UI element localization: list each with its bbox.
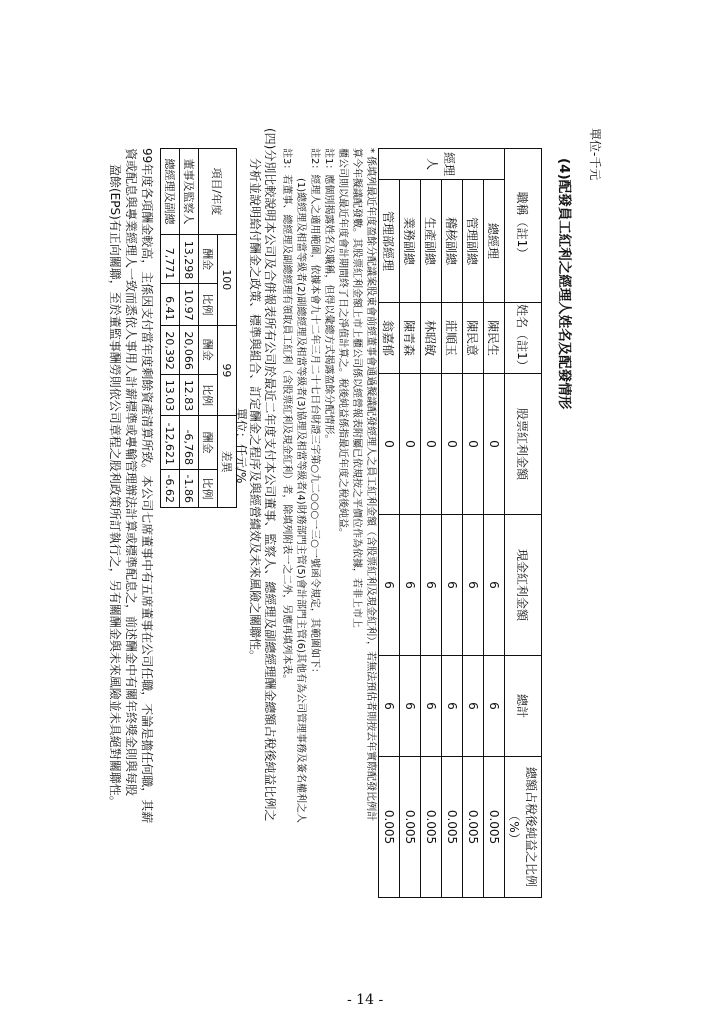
note-line: 櫃公司則以最近年度會計期間終了日之淨值計算之。稅後純益係指最近年度之稅後純益。 bbox=[337, 148, 348, 538]
row-total: 6 bbox=[421, 656, 442, 757]
row-cash: 6 bbox=[484, 515, 505, 656]
row-stock: 0 bbox=[421, 374, 442, 515]
row-cash: 6 bbox=[421, 515, 442, 656]
row-cash: 6 bbox=[400, 515, 421, 656]
table-row bbox=[161, 149, 180, 508]
row-name: 陳青森 bbox=[400, 303, 421, 374]
row-ratio: 0.005 bbox=[463, 757, 484, 898]
row-title: 稽核副總 bbox=[442, 180, 463, 303]
row-ratio: 0.005 bbox=[400, 757, 421, 898]
row-stock: 0 bbox=[400, 374, 421, 515]
header-ratio: 比例 bbox=[199, 374, 218, 415]
row-r100: 6.41 bbox=[161, 284, 180, 325]
header-name: 姓名（註1） bbox=[505, 303, 542, 374]
row-ad: -6,768 bbox=[180, 416, 199, 470]
paragraph-line: 盈餘(EPS)有正向關聯，至於董監事酬勞則依公司章程之股利政策所訂執行之，另有關酬金與未來風險並未具絕對關聯性。 bbox=[108, 164, 122, 808]
group-label: 經理人 bbox=[379, 149, 505, 180]
row-cash: 6 bbox=[379, 515, 400, 656]
row-cash: 6 bbox=[442, 515, 463, 656]
row-a100: 7,771 bbox=[161, 235, 180, 284]
page-number: - 14 - bbox=[347, 992, 384, 1008]
section4-unit: 單位-千元 bbox=[588, 128, 602, 181]
row-total: 6 bbox=[484, 656, 505, 757]
header-cash: 現金紅利金額 bbox=[505, 515, 542, 656]
row-ratio: 0.005 bbox=[421, 757, 442, 898]
row-total: 6 bbox=[442, 656, 463, 757]
header-ratio: 比例 bbox=[199, 470, 218, 508]
header-ratio: 比例 bbox=[199, 284, 218, 325]
section4b-title-line: (四)分別比較說明本公司及合併報表所有公司於最近二年度支付本公司董事、監察人、總經理及副總經理酬金總額占稅後純益比例之 bbox=[263, 128, 277, 822]
row-stock: 0 bbox=[484, 374, 505, 515]
header-amount: 酬金 bbox=[199, 325, 218, 374]
row-name: 陳民生 bbox=[484, 303, 505, 374]
row-stock: 0 bbox=[463, 374, 484, 515]
row-total: 6 bbox=[400, 656, 421, 757]
rotated-content bbox=[92, 128, 612, 968]
bonus-table bbox=[378, 148, 542, 898]
table-row bbox=[421, 149, 442, 898]
section4-title: (4)配發員工紅利之經理人姓名及配發情形 bbox=[556, 158, 572, 410]
row-a100: 13,298 bbox=[180, 235, 199, 284]
note-line: 算今年擬議配發數。其股票紅利金額上市上櫃公司係以經營報表附屬已依規按之平價位作為依據，若非上市上 bbox=[351, 148, 362, 628]
row-a99: 20,392 bbox=[161, 325, 180, 374]
header-amount: 酬金 bbox=[199, 235, 218, 284]
row-title: 生產副總 bbox=[421, 180, 442, 303]
row-total: 6 bbox=[379, 656, 400, 757]
row-r99: 13.03 bbox=[161, 374, 180, 415]
row-item: 董事及監察人 bbox=[180, 149, 199, 235]
header-item: 項目/年度 bbox=[199, 149, 237, 235]
comp-table bbox=[160, 148, 237, 508]
row-a99: 20,066 bbox=[180, 325, 199, 374]
row-title: 業務副總 bbox=[400, 180, 421, 303]
table-row bbox=[400, 149, 421, 898]
table-row bbox=[463, 149, 484, 898]
row-title: 管理副總 bbox=[463, 180, 484, 303]
row-item: 總經理及副總 bbox=[161, 149, 180, 235]
table-row bbox=[379, 149, 400, 898]
header-diff: 差異 bbox=[218, 416, 237, 508]
header-title: 職稱（註1） bbox=[505, 149, 542, 303]
note-line: * 係填列最近年度盈餘分配議案股東會前經董事會通過擬議配發經理人之員工紅利金額（含股票紅利及現金紅利），若無法預估者則按去年實際配發比例計 bbox=[365, 148, 376, 822]
table-row bbox=[180, 149, 199, 508]
header-y100: 100 bbox=[218, 235, 237, 326]
row-ratio: 0.005 bbox=[379, 757, 400, 898]
row-r99: 12.83 bbox=[180, 374, 199, 415]
header-total: 總計 bbox=[505, 656, 542, 757]
header-amount: 酬金 bbox=[199, 416, 218, 470]
row-title: 管理部經理 bbox=[379, 180, 400, 303]
row-rd: -1.86 bbox=[180, 470, 199, 508]
row-ratio: 0.005 bbox=[442, 757, 463, 898]
header-ratio: 總額占稅後純益之比例（%） bbox=[505, 757, 542, 898]
row-ad: -12,621 bbox=[161, 416, 180, 470]
row-stock: 0 bbox=[379, 374, 400, 515]
paragraph-line: 99年度各項酬金較高，主係因支付當年度剩餘資產清算所致。本公司七席董事中有五席董事在公司任職，不論是擔任何職，其薪 bbox=[140, 148, 154, 824]
section4b-title-line: 分析並說明給付酬金之政策、標準與組合、訂定酬金之程序及與經營績效及未來風險之關聯性。 bbox=[248, 158, 262, 663]
row-name: 莊順玉 bbox=[442, 303, 463, 374]
note-line: (1)總經理及相當等級者(2)副總經理及相當等級者(3)協理及相當等級者(4)財務部門主管(5)會計部門主管(6)其他有為公司管理事務及簽名權利之人 bbox=[295, 178, 306, 823]
row-rd: -6.62 bbox=[161, 470, 180, 508]
header-y99: 99 bbox=[218, 325, 237, 416]
row-title: 總經理 bbox=[484, 180, 505, 303]
table-row bbox=[484, 149, 505, 898]
header-stock: 股票紅利金額 bbox=[505, 374, 542, 515]
row-cash: 6 bbox=[463, 515, 484, 656]
note-line: 註1：應個別揭露姓名及職稱，但得以彙總方式揭露盈餘分配情形。 bbox=[323, 148, 334, 445]
row-stock: 0 bbox=[442, 374, 463, 515]
paragraph-line: 資或配息與專業經理人一致而悉依人事用人計薪標準或專輸管理辦法計算或標準配息之，前述酬金中有關年終獎金則與每股 bbox=[124, 148, 138, 797]
row-name: 林昭敏 bbox=[421, 303, 442, 374]
row-name: 陳民意 bbox=[463, 303, 484, 374]
note-line: 註3：若董事、總經理及副總經理有領取員工紅利（含股票紅利及現金紅利）者，除填列附表一之二外，另應再填列本表。 bbox=[281, 148, 292, 685]
row-name: 翁嘉郁 bbox=[379, 303, 400, 374]
note-line: 註2：經理人之適用範圍，依據本會九十二年三月二十七日台財證三字第○九二○○○一三○一號函令規定，其範圍如下： bbox=[309, 148, 320, 678]
row-ratio: 0.005 bbox=[484, 757, 505, 898]
section4b-unit: 單位：仟元/% bbox=[234, 408, 248, 484]
row-r100: 10.97 bbox=[180, 284, 199, 325]
table-row bbox=[442, 149, 463, 898]
row-total: 6 bbox=[463, 656, 484, 757]
